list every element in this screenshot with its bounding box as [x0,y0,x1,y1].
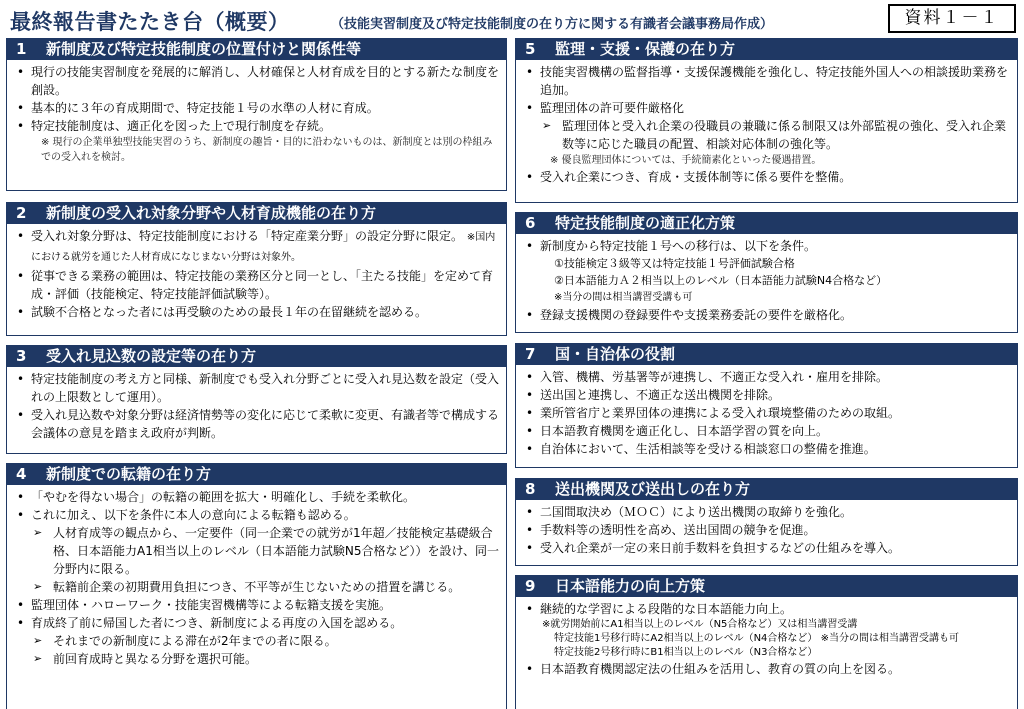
section-2 [6,202,507,336]
section-5-item-2: • 監理団体の許可要件厳格化 [524,99,1011,117]
section-4-subitem-4: ➢ 前回育成時と異なる分野を選択可能。 [15,650,500,668]
section-4-item-2: • これに加え、以下を条件に本人の意向による転籍も認める。 [15,506,500,524]
section-6-number: 6 [525,214,536,232]
section-6-item-1: • 新制度から特定技能１号への移行は、以下を条件。 [524,237,1011,255]
section-1-item-1: • 現行の技能実習制度を発展的に解消し、人材確保と人材育成を目的とする新たな制度を創設。 [15,63,500,99]
page-header [6,4,1018,34]
section-8-item-2: • 手数料等の透明性を高め、送出国間の競争を促進。 [524,521,1011,539]
section-3-item-1: • 特定技能制度の考え方と同様、新制度でも受入れ分野ごとに受入れ見込数を設定（受入れの上限数として運用）。 [15,370,500,406]
section-8 [515,478,1018,566]
section-2-item-1 [15,227,500,267]
section-9-level-2: 特定技能1号移行時にA2相当以上のレベル（N4合格など） ※当分の間は相当講習受講も可 [554,633,959,644]
section-2-item-3: • 試験不合格となった者には再受験のための最長１年の在留継続を認める。 [15,303,500,321]
section-5-number: 5 [525,40,536,58]
section-1-number: 1 [16,40,27,58]
section-5-item-3: • 受入れ企業につき、育成・支援体制等に係る要件を整備。 [524,168,1011,186]
section-8-item-3: • 受入れ企業が一定の来日前手数料を負担するなどの仕組みを導入。 [524,539,1011,557]
section-8-item-1: • 二国間取決め（ＭＯＣ）により送出機関の取締りを強化。 [524,503,1011,521]
section-2-number: 2 [16,204,27,222]
section-7-header [515,343,1018,365]
section-3-title: 受入れ見込数の設定等の在り方 [46,347,257,365]
section-5-note: ※ 優良監理団体については、手続簡素化といった優遇措置。 [550,155,822,166]
section-6-title: 特定技能制度の適正化方策 [555,214,736,232]
section-9-item-1: • 継続的な学習による段階的な日本語能力向上。 [524,600,1011,618]
section-5-header [515,38,1018,60]
page-title: 最終報告書たたき台（概要） [10,10,290,34]
section-2-item-1-text: 受入れ対象分野は、特定技能制度における「特定産業分野」の設定分野に限定。 [31,229,464,243]
section-4-header [6,463,507,485]
section-5-title: 監理・支援・保護の在り方 [555,40,736,58]
section-1-title: 新制度及び特定技能制度の位置付けと関係性等 [46,40,362,58]
section-3-body [6,367,507,454]
section-1-item-2: • 基本的に３年の育成期間で、特定技能１号の水準の人材に育成。 [15,99,500,117]
section-1-item-3: • 特定技能制度は、適正化を図った上で現行制度を存続。 [15,117,500,135]
section-4-title: 新制度での転籍の在り方 [46,465,212,483]
section-1-note: ※ 現行の企業単独型技能実習のうち、新制度の趣旨・目的に沿わないものは、新制度とは別の枠組みでの受入れを検討。 [41,137,493,163]
section-6-condition-note: ※当分の間は相当講習受講も可 [554,292,693,303]
section-4-subitem-1: ➢ 人材育成等の観点から、一定要件（同一企業での就労が1年超／技能検定基礎級合格、日本語能力A1相当以上のレベル（日本語能力試験N5合格など））を設け、同一分野内に限る。 [15,524,500,578]
section-8-body [515,500,1018,566]
page-subtitle: （技能実習制度及び特定技能制度の在り方に関する有識者会議事務局作成） [331,17,774,32]
section-4-item-3: • 監理団体・ハローワーク・技能実習機構等による転籍支援を実施。 [15,596,500,614]
section-9-body [515,597,1018,709]
section-2-body [6,224,507,336]
section-8-number: 8 [525,480,536,498]
section-5-subitem-1: ➢ 監理団体と受入れ企業の役職員の兼職に係る制限又は外部監視の強化、受入れ企業数等に応じた職員の配置、相談対応体制の強化等。 [524,117,1011,153]
section-7 [515,343,1018,468]
section-9-level-1: ※就労開始前にA1相当以上のレベル（N5合格など）又は相当講習受講 [542,619,858,630]
section-3 [6,345,507,454]
section-2-header [6,202,507,224]
section-3-item-2: • 受入れ見込数や対象分野は経済情勢等の変化に応じて柔軟に変更、有識者等で構成する会議体の意見を踏まえ政府が判断。 [15,406,500,442]
section-7-item-2: • 送出国と連携し、不適正な送出機関を排除。 [524,386,1011,404]
section-1-header [6,38,507,60]
section-4-item-4: • 育成終了前に帰国した者につき、新制度による再度の入国を認める。 [15,614,500,632]
section-5-item-1: • 技能実習機構の監督指導・支援保護機能を強化し、特定技能外国人への相談援助業務を追加。 [524,63,1011,99]
section-3-header [6,345,507,367]
section-2-item-1-note: ※国内における就労を通じた人材育成になじまない分野は対象外。 [31,232,496,263]
section-2-item-2: • 従事できる業務の範囲は、特定技能の業務区分と同一とし、「主たる技能」を定めて育成・評価（技能検定、特定技能評価試験等）。 [15,267,500,303]
section-6-condition-2: ②日本語能力Ａ２相当以上のレベル（日本語能力試験N4合格など） [554,274,888,287]
section-5-body [515,60,1018,203]
section-8-title: 送出機関及び送出しの在り方 [555,480,751,498]
section-9-item-2: • 日本語教育機関認定法の仕組みを活用し、教育の質の向上を図る。 [524,660,1011,678]
section-4-body [6,485,507,709]
section-7-body [515,365,1018,468]
section-6 [515,212,1018,333]
section-4-number: 4 [16,465,27,483]
section-9-title: 日本語能力の向上方策 [555,577,706,595]
section-6-item-2: • 登録支援機関の登録要件や支援業務委託の要件を厳格化。 [524,306,1011,324]
section-2-title: 新制度の受入れ対象分野や人材育成機能の在り方 [46,204,377,222]
section-7-title: 国・自治体の役割 [555,345,676,363]
section-4-item-1: • 「やむを得ない場合」の転籍の範囲を拡大・明確化し、手続を柔軟化。 [15,488,500,506]
section-5 [515,38,1018,203]
section-7-number: 7 [525,345,536,363]
section-4 [6,463,507,709]
section-1-body [6,60,507,191]
section-8-header [515,478,1018,500]
section-4-subitem-3: ➢ それまでの新制度による滞在が2年までの者に限る。 [15,632,500,650]
section-4-subitem-2: ➢ 転籍前企業の初期費用負担につき、不平等が生じないための措置を講じる。 [15,578,500,596]
document-number-badge: 資料１－１ [888,4,1016,33]
section-6-condition-1: ①技能検定３級等又は特定技能１号評価試験合格 [554,257,795,270]
section-9-header [515,575,1018,597]
section-1 [6,38,507,191]
section-7-item-3: • 業所管省庁と業界団体の連携による受入れ環境整備のための取組。 [524,404,1011,422]
section-7-item-5: • 自治体において、生活相談等を受ける相談窓口の整備を推進。 [524,440,1011,458]
section-7-item-4: • 日本語教育機関を適正化し、日本語学習の質を向上。 [524,422,1011,440]
section-3-number: 3 [16,347,27,365]
section-7-item-1: • 入管、機構、労基署等が連携し、不適正な受入れ・雇用を排除。 [524,368,1011,386]
section-6-header [515,212,1018,234]
section-9-number: 9 [525,577,536,595]
section-9-level-3: 特定技能2号移行時にB1相当以上のレベル（N3合格など） [554,647,818,658]
section-9 [515,575,1018,709]
section-6-body [515,234,1018,333]
